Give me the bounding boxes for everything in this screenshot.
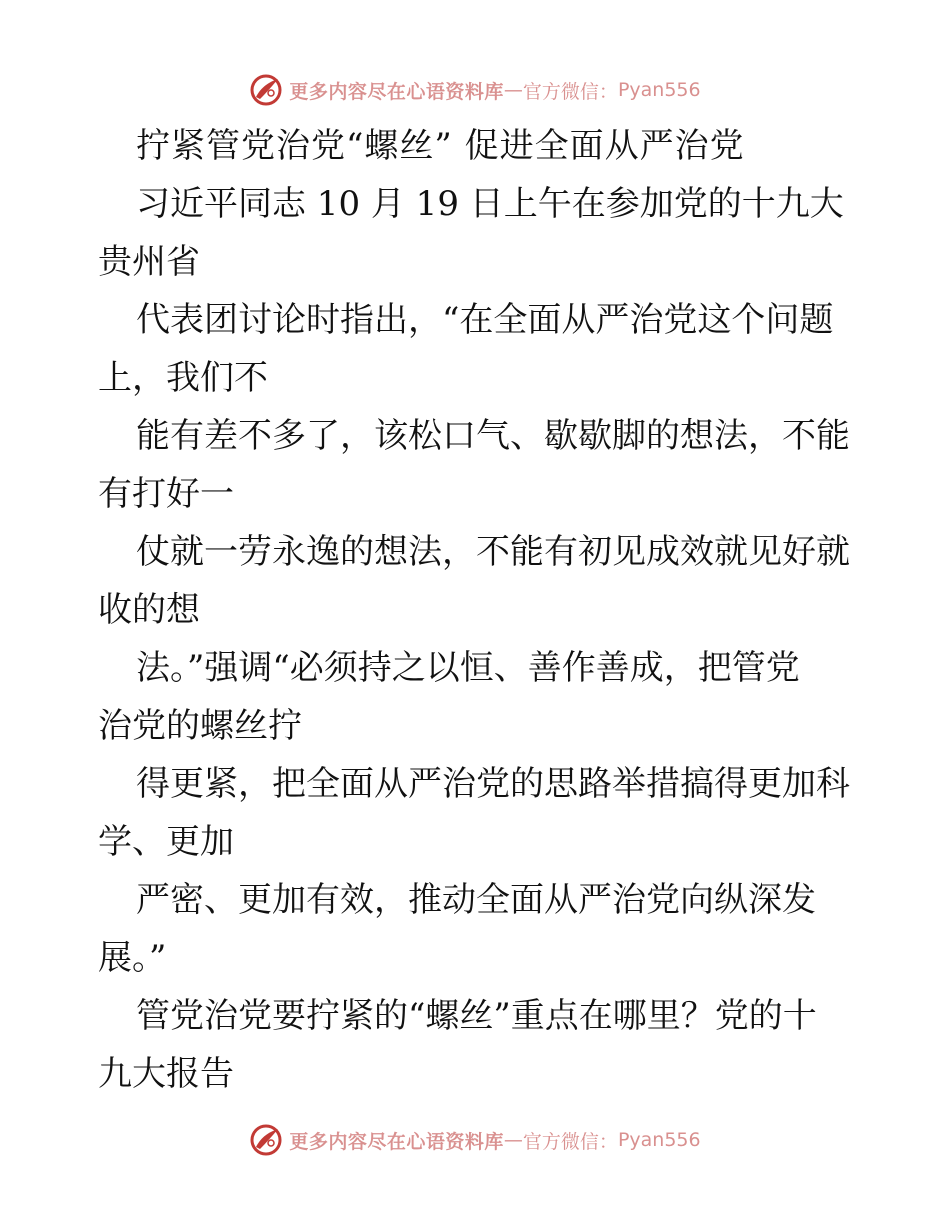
paragraph-line: 治党的螺丝拧 — [98, 706, 302, 746]
paragraph-line: 仗就一劳永逸的想法，不能有初见成效就见好就 — [136, 532, 850, 572]
pen-logo-icon — [249, 1123, 283, 1157]
banner-wechat-label: 官方微信： — [522, 80, 618, 103]
banner-separator: — — [503, 79, 523, 101]
pen-logo-icon — [249, 73, 283, 107]
paragraph-line: 得更紧，把全面从严治党的思路举措搞得更加科 — [136, 764, 850, 804]
paragraph-line: 管党治党要拧紧的“螺丝”重点在哪里？党的十 — [136, 996, 817, 1036]
paragraph-line: 能有差不多了，该松口气、歇歇脚的想法，不能 — [136, 416, 850, 456]
banner-wechat-id: Pyan556 — [617, 79, 701, 101]
paragraph-line: 收的想 — [98, 590, 200, 630]
paragraph-line: 法。”强调“必须持之以恒、善作善成，把管党 — [136, 648, 800, 688]
paragraph-line: 九大报告 — [98, 1054, 234, 1094]
document-title: 拧紧管党治党“螺丝” 促进全面从严治党 — [136, 126, 745, 166]
paragraph-line: 上，我们不 — [98, 358, 268, 398]
paragraph-line: 展。” — [98, 938, 167, 978]
paragraph-line: 严密、更加有效，推动全面从严治党向纵深发 — [136, 880, 816, 920]
banner-separator: — — [503, 1129, 523, 1151]
paragraph-line: 代表团讨论时指出，“在全面从严治党这个问题 — [136, 300, 834, 340]
header-banner — [0, 70, 950, 110]
banner-main-text: 更多内容尽在心语资料库 — [289, 80, 504, 103]
banner-wechat-id: Pyan556 — [617, 1129, 701, 1151]
paragraph-line: 习近平同志 10 月 19 日上午在参加党的十九大 — [136, 184, 844, 224]
banner-wechat-label: 官方微信： — [522, 1130, 618, 1153]
paragraph-line: 有打好一 — [98, 474, 234, 514]
document-body — [98, 117, 858, 1103]
banner-main-text: 更多内容尽在心语资料库 — [289, 1130, 504, 1153]
footer-banner — [0, 1120, 950, 1160]
paragraph-line: 学、更加 — [98, 822, 234, 862]
paragraph-line: 贵州省 — [98, 242, 200, 282]
